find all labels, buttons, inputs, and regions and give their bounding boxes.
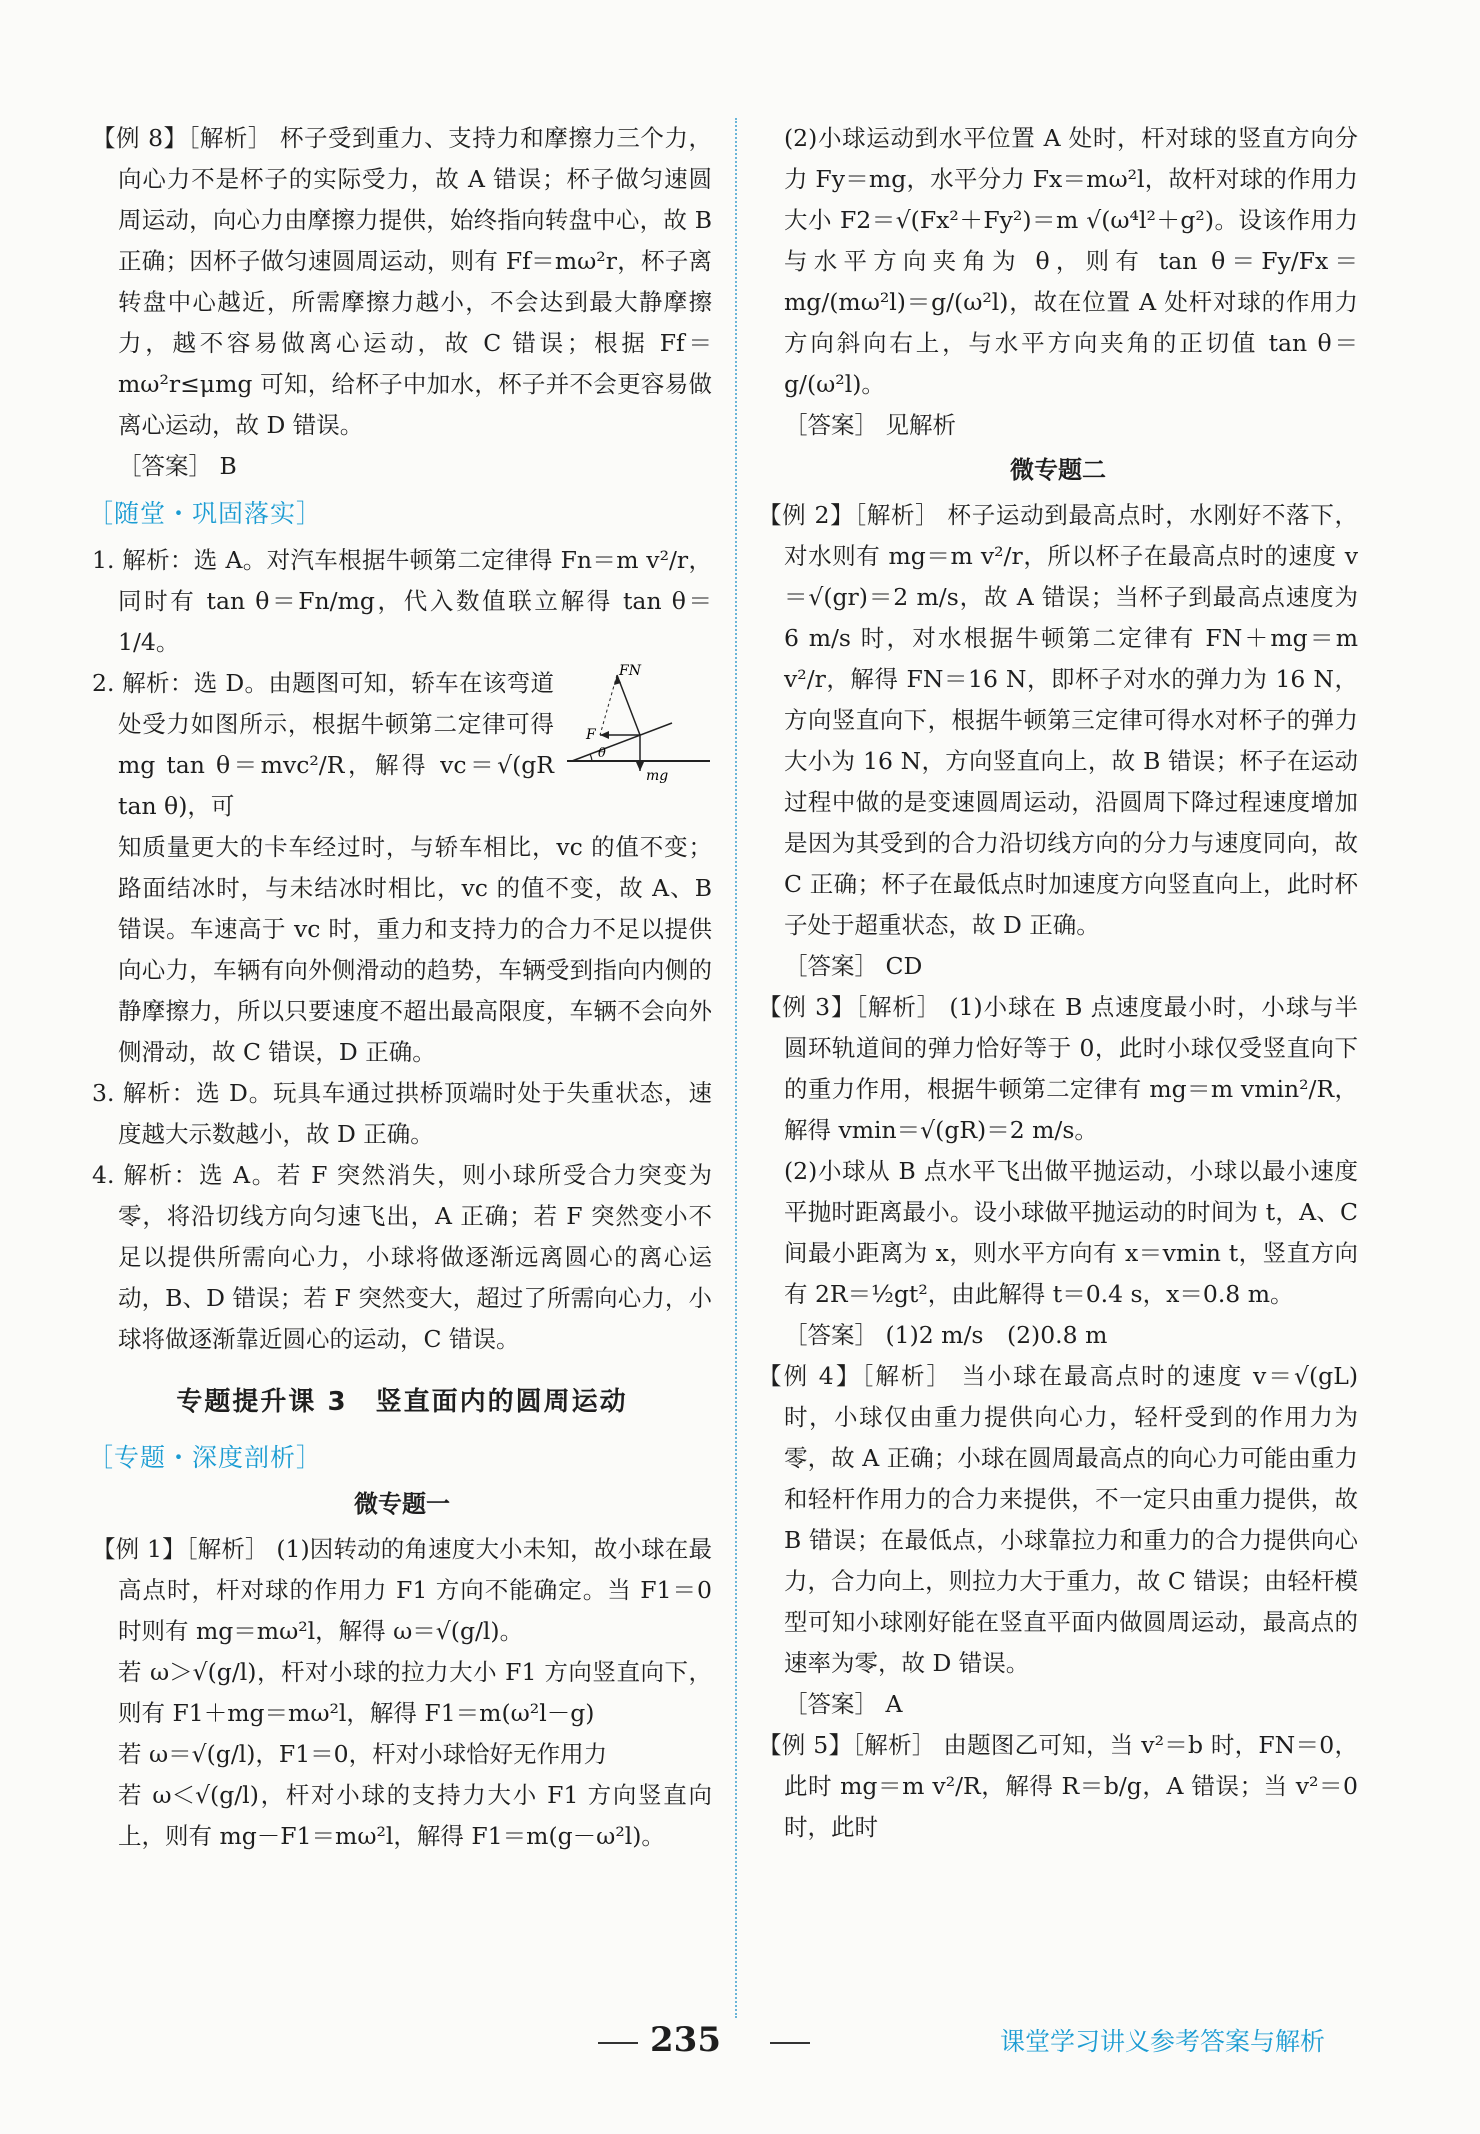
example-3-answer: ［答案］ (1)2 m/s (2)0.8 m <box>784 1321 1108 1349</box>
example-1-case-greater: 若 ω＞√(g/l)，杆对小球的拉力大小 F1 方向竖直向下，则有 F1＋mg＝mω²l，解得 F1＝m(ω²l－g) <box>118 1658 712 1727</box>
footer-dash-left <box>598 2042 638 2044</box>
page-number: 235 <box>650 2020 721 2060</box>
column-divider <box>735 118 737 2018</box>
right-column <box>758 118 1358 1848</box>
example-1-answer: ［答案］ 见解析 <box>784 411 956 439</box>
normal-force-arrow <box>617 675 640 735</box>
question-3-solution: 3. 解析：选 D。玩具车通过拱桥顶端时处于失重状态，速度越大示数越小，故 D 正确。 <box>92 1079 712 1148</box>
example-1-case-less: 若 ω＜√(g/l)，杆对小球的支持力大小 F1 方向竖直向上，则有 mg－F1＝mω²l，解得 F1＝m(g－ω²l)。 <box>118 1781 712 1850</box>
question-2-solution-part-1: 2. 解析：选 D。由题图可知，轿车在该弯道处受力如图所示，根据牛顿第二定律可得 mg tan θ＝mvc²/R，解得 vc＝√(gR tan θ)，可 <box>92 669 554 820</box>
force-diagram <box>562 663 712 783</box>
section-heading-analysis: ［专题・深度剖析］ <box>88 1443 323 1472</box>
left-column <box>88 118 712 1857</box>
example-4-analysis: 【例 4】［解析］ 当小球在最高点时的速度 v＝√(gL) 时，小球仅由重力提供向心力，轻杆受到的作用力为零，故 A 正确；小球在圆周最高点的向心力可能由重力和轻杆作用力的合力来提供，不一定只由重力提供，故 B 错误；在最低点，小球靠拉力和重力的合力提供向心力，合力向上，则拉力大于重力，故 C 错误；由轻杆模型可知小球刚好能在竖直平面内做圆周运动，最高点的速率为零，故 D 错误。 <box>758 1362 1358 1677</box>
lesson-title: 专题提升课 3 竖直面内的圆周运动 <box>176 1387 628 1417</box>
example-5-analysis: 【例 5】［解析］ 由题图乙可知，当 v²＝b 时，FN＝0，此时 mg＝m v²/R，解得 R＝b/g，A 错误；当 v²＝0 时，此时 <box>758 1731 1358 1841</box>
example-8-analysis: 【例 8】［解析］ 杯子受到重力、支持力和摩擦力三个力，向心力不是杯子的实际受力，故 A 错误；杯子做匀速圆周运动，向心力由摩擦力提供，始终指向转盘中心，故 B 正确；因杯子做匀速圆周运动，则有 Ff＝mω²r，杯子离转盘中心越近，所需摩擦力越小，不会达到最大静摩擦力，越不容易做离心运动，故 C 错误；根据 Ff＝mω²r≤μmg 可知，给杯子中加水，杯子并不会更容易做离心运动，故 D 错误。 <box>92 124 712 439</box>
example-2-analysis: 【例 2】［解析］ 杯子运动到最高点时，水刚好不落下，对水则有 mg＝m v²/r，所以杯子在最高点时的速度 v＝√(gr)＝2 m/s，故 A 错误；当杯子到最高点速度为 6 m/s 时，对水根据牛顿第二定律有 FN＋mg＝m v²/r，解得 FN＝16 N，即杯子对水的弹力为 16 N，方向竖直向下，根据牛顿第三定律可得水对杯子的弹力大小为 16 N，方向竖直向上，故 B 错误；杯子在运动过程中做的是变速圆周运动，沿圆周下降过程速度增加是因为其受到的合力沿切线方向的分力与速度同向，故 C 正确；杯子在最低点时加速度方向竖直向上，此时杯子处于超重状态，故 D 正确。 <box>758 501 1358 939</box>
footer-dash-right <box>770 2042 810 2044</box>
section-heading-practice: ［随堂・巩固落实］ <box>88 499 323 528</box>
question-2-solution-part-2: 知质量更大的卡车经过时，与轿车相比，vc 的值不变；路面结冰时，与未结冰时相比，vc 的值不变，故 A、B 错误。车速高于 vc 时，重力和支持力的合力不足以提供向心力，车辆有向外侧滑动的趋势，车辆受到指向内侧的静摩擦力，所以只要速度不超出最高限度，车辆不会向外侧滑动，故 C 错误，D 正确。 <box>118 833 712 1066</box>
micro-topic-1-heading: 微专题一 <box>354 1490 450 1518</box>
mg-label: mg <box>646 768 669 783</box>
example-1-part-1: 【例 1】［解析］ (1)因转动的角速度大小未知，故小球在最高点时，杆对球的作用力 F1 方向不能确定。当 F1＝0 时则有 mg＝mω²l，解得 ω＝√(g/l)。 <box>92 1535 712 1645</box>
fn-label: FN <box>619 663 641 679</box>
example-3-part-1: 【例 3】［解析］ (1)小球在 B 点速度最小时，小球与半圆环轨道间的弹力恰好等于 0，此时小球仅受竖直向下的重力作用，根据牛顿第二定律有 mg＝m vmin²/R，解得 vmin＝√(gR)＝2 m/s。 <box>758 993 1358 1144</box>
theta-label: θ <box>598 746 606 761</box>
example-3-part-2: (2)小球从 B 点水平飞出做平抛运动，小球以最小速度平抛时距离最小。设小球做平抛运动的时间为 t，A、C 间最小距离为 x，则水平方向有 x＝vmin t，竖直方向有 2R＝½gt²，由此解得 t＝0.4 s，x＝0.8 m。 <box>784 1157 1358 1308</box>
micro-topic-2-heading: 微专题二 <box>1010 456 1106 484</box>
question-1-solution: 1. 解析：选 A。对汽车根据牛顿第二定律得 Fn＝m v²/r，同时有 tan θ＝Fn/mg，代入数值联立解得 tan θ＝1/4。 <box>92 546 712 656</box>
example-2-answer: ［答案］ CD <box>784 952 923 980</box>
example-1-part-2: (2)小球运动到水平位置 A 处时，杆对球的竖直方向分力 Fy＝mg，水平分力 Fx＝mω²l，故杆对球的作用力大小 F2＝√(Fx²＋Fy²)＝m √(ω⁴l²＋g²)。设该作用力与水平方向夹角为 θ，则有 tan θ＝Fy/Fx＝mg/(mω²l)＝g/(ω²l)，故在位置 A 处杆对球的作用力方向斜向右上，与水平方向夹角的正切值 tan θ＝g/(ω²l)。 <box>784 124 1358 398</box>
f-label: F <box>586 727 596 743</box>
question-2-solution <box>92 663 712 827</box>
example-4-answer: ［答案］ A <box>784 1690 903 1718</box>
example-1-case-equal: 若 ω＝√(g/l)，F1＝0，杆对小球恰好无作用力 <box>118 1740 608 1768</box>
question-4-solution: 4. 解析：选 A。若 F 突然消失，则小球所受合力突变为零，将沿切线方向匀速飞出，A 正确；若 F 突然变小不足以提供所需向心力，小球将做逐渐远离圆心的离心运动，B、D 错误；若 F 突然变大，超过了所需向心力，小球将做逐渐靠近圆心的运动，C 错误。 <box>92 1161 712 1353</box>
footer-title: 课堂学习讲义参考答案与解析 <box>1000 2027 1326 2056</box>
example-8-answer: ［答案］ B <box>118 452 237 480</box>
